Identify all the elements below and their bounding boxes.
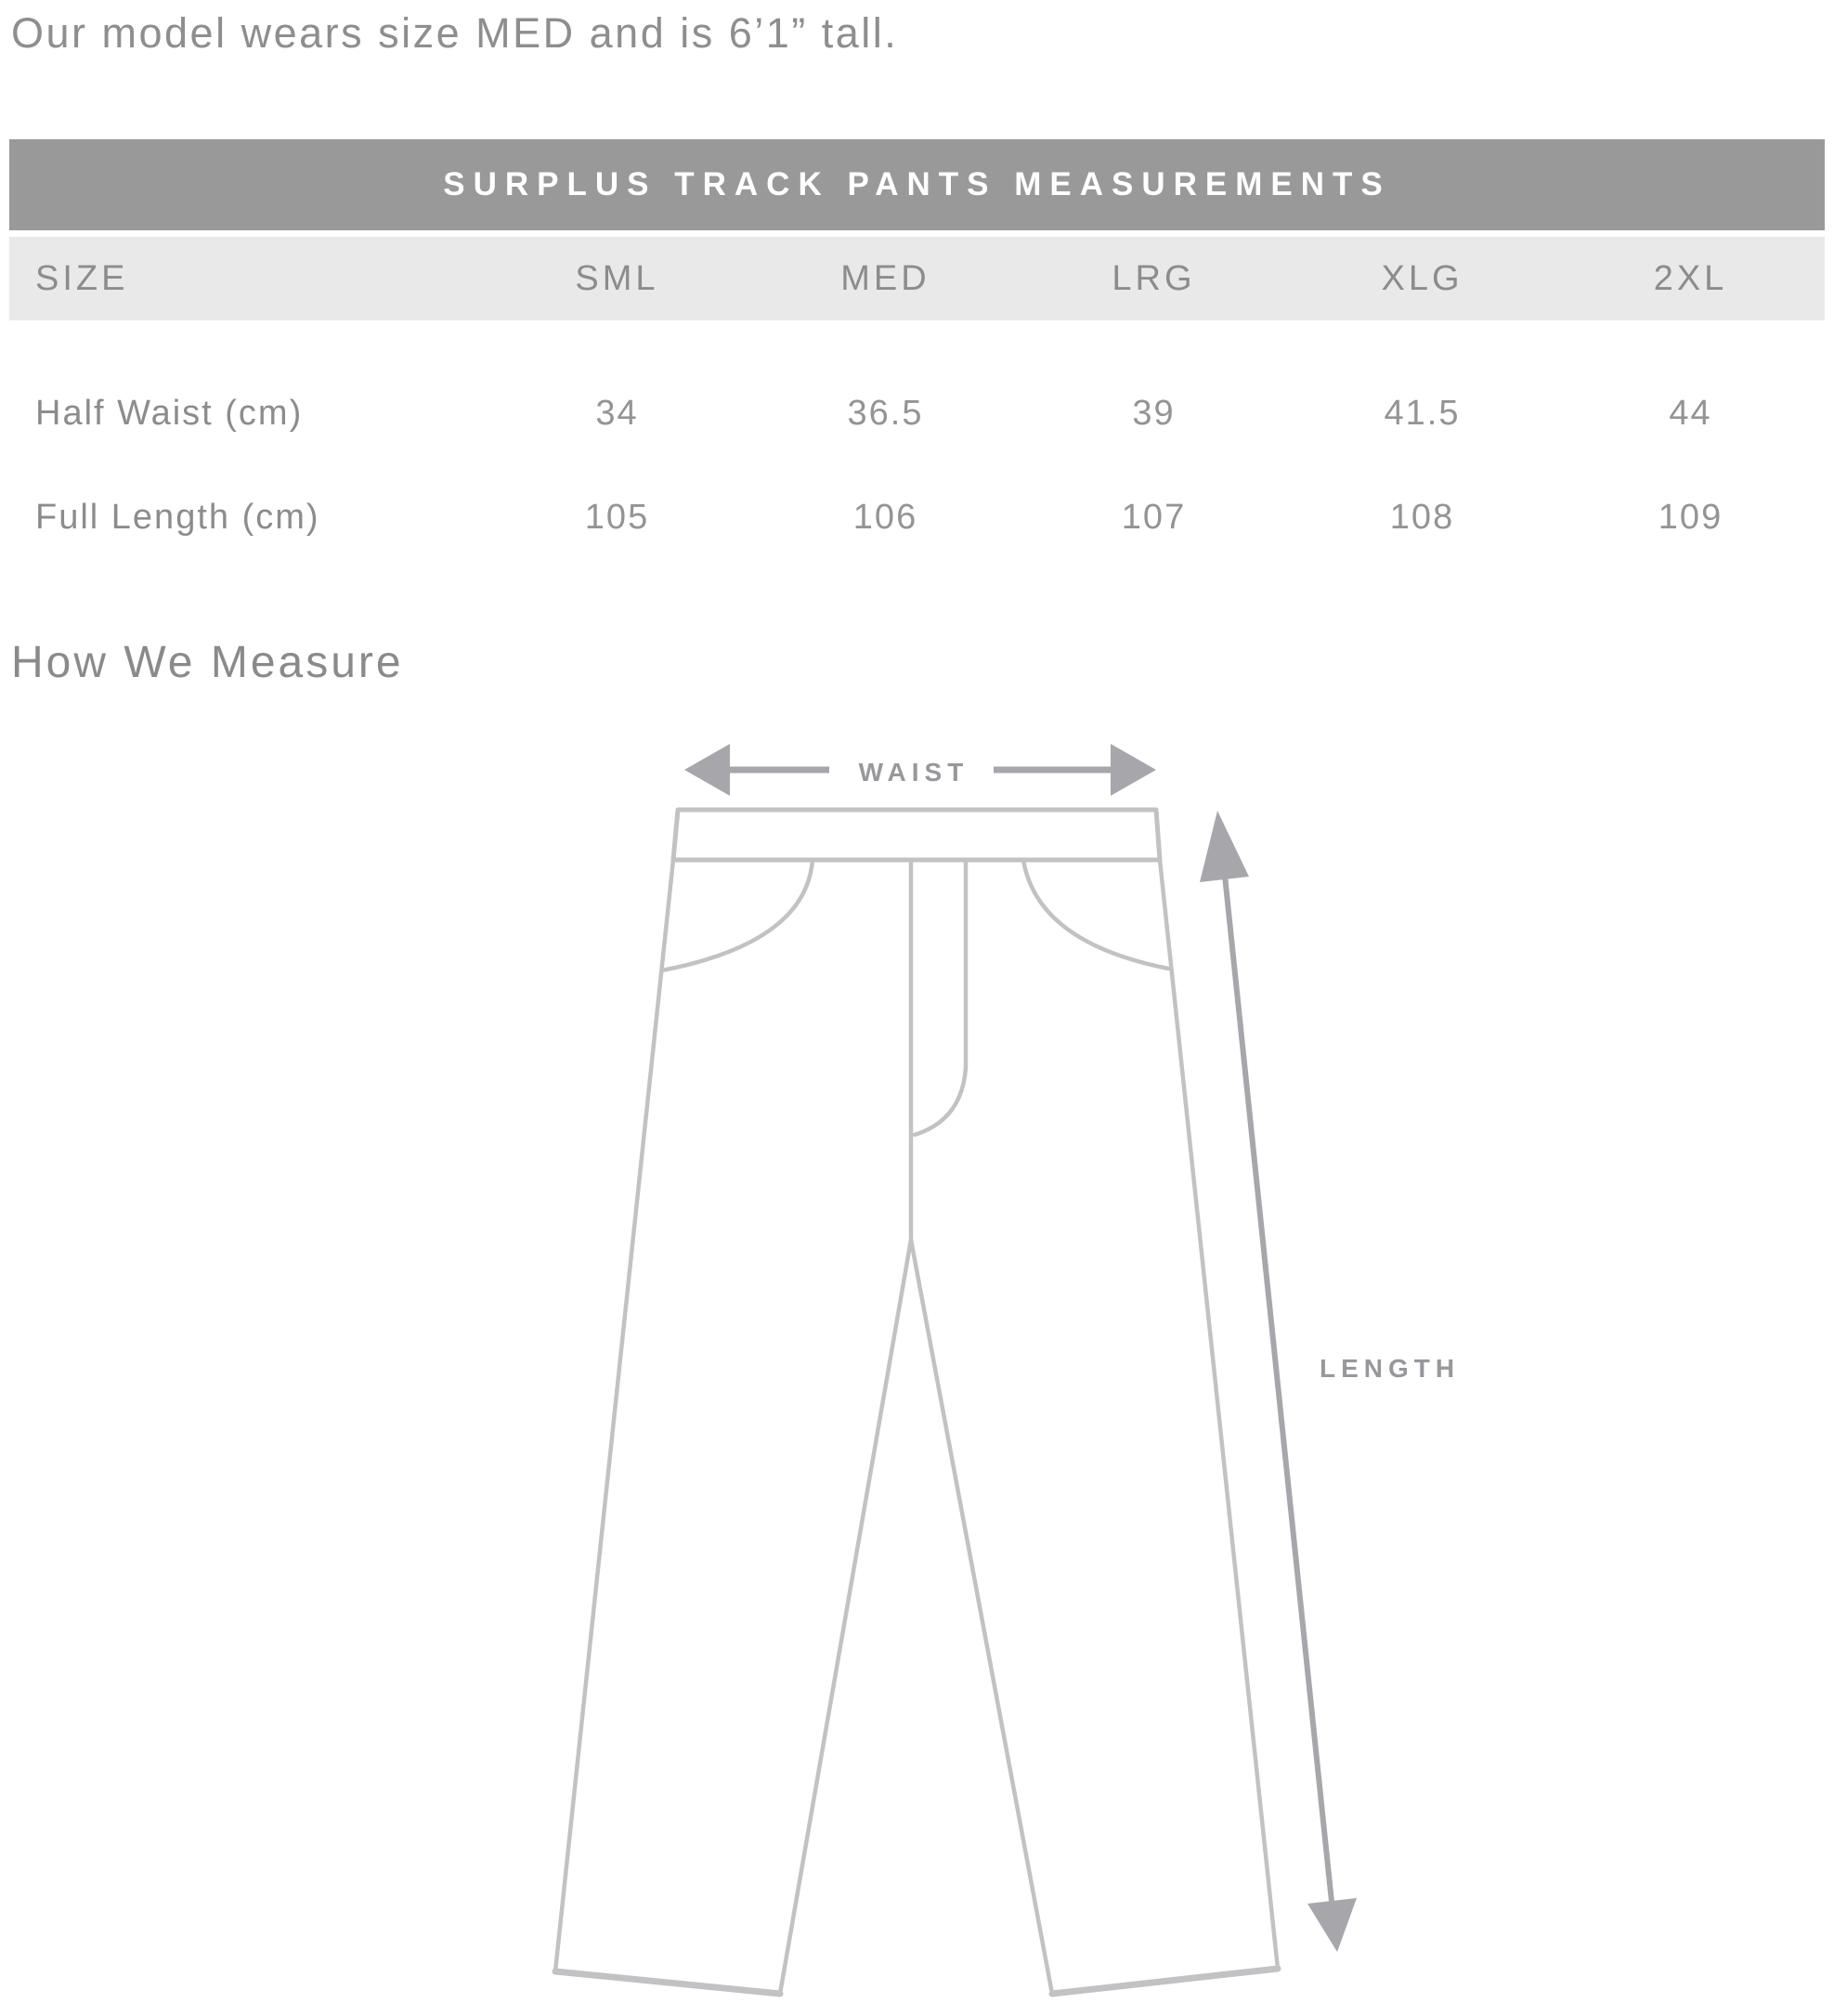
pants-measurement-diagram [0, 715, 1834, 2016]
length-arrow-top-arrowhead-icon [1200, 811, 1249, 882]
half-waist-sml: 34 [595, 393, 639, 433]
waist-arrow-left-arrowhead-icon [684, 744, 730, 796]
pants-left-inseam [780, 1240, 911, 1994]
row-label: Full Length (cm) [35, 497, 320, 537]
table-header-row [9, 237, 1825, 320]
pants-waistband [673, 810, 1160, 860]
length-label: LENGTH [1320, 1354, 1461, 1383]
half-waist-med: 36.5 [847, 393, 924, 433]
full-length-lrg: 107 [1121, 497, 1187, 537]
pants-outline [555, 810, 1278, 1994]
full-length-2xl: 109 [1658, 497, 1723, 537]
pants-right-pocket-curve [1023, 860, 1168, 969]
full-length-med: 106 [852, 497, 918, 537]
column-header-sml: SML [575, 258, 659, 298]
table-row-half-waist [9, 361, 1825, 465]
half-waist-2xl: 44 [1669, 393, 1712, 433]
column-header-2xl: 2XL [1653, 258, 1728, 298]
model-size-note: Our model wears size MED and is 6’1” tall. [11, 9, 899, 57]
half-waist-xlg: 41.5 [1384, 393, 1461, 433]
table-row-full-length [9, 465, 1825, 569]
column-header-med: MED [840, 258, 930, 298]
pants-right-outer-seam [1160, 860, 1278, 1969]
how-we-measure-heading: How We Measure [11, 638, 404, 687]
length-arrow-bottom-arrowhead-icon [1307, 1898, 1357, 1952]
pants-left-outer-seam [555, 860, 673, 1971]
pants-right-inseam [911, 1240, 1052, 1994]
half-waist-lrg: 39 [1132, 393, 1176, 433]
column-header-size: SIZE [35, 258, 129, 298]
pants-fly-seam [915, 860, 966, 1135]
column-header-lrg: LRG [1112, 258, 1196, 298]
table-title: SURPLUS TRACK PANTS MEASUREMENTS [9, 139, 1825, 230]
full-length-sml: 105 [584, 497, 650, 537]
table-body [9, 320, 1825, 569]
waist-label: WAIST [858, 758, 969, 787]
column-header-xlg: XLG [1381, 258, 1463, 298]
measurements-table [9, 139, 1825, 569]
length-arrow-shaft [1225, 876, 1332, 1902]
pants-right-hem [1052, 1969, 1278, 1994]
pants-left-hem [555, 1971, 780, 1994]
pants-left-pocket-curve [662, 860, 813, 970]
full-length-xlg: 108 [1389, 497, 1455, 537]
waist-arrow-right-arrowhead-icon [1111, 744, 1156, 796]
row-label: Half Waist (cm) [35, 393, 304, 433]
